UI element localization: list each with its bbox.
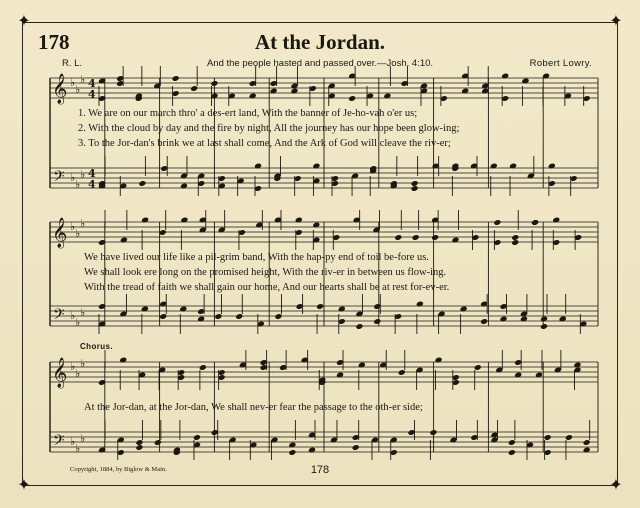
bass-clef-icon: 𝄢: [53, 168, 65, 189]
hymn-title: At the Jordan.: [254, 30, 386, 54]
flat-icon: ♭: [75, 367, 81, 380]
flat-icon: ♭: [80, 357, 86, 370]
flat-icon: ♭: [70, 76, 76, 89]
system-2-treble-note: [412, 234, 420, 241]
system-1-treble-note: [348, 95, 356, 102]
system-3-bass-note: [154, 439, 162, 446]
system-2-treble-note: [511, 234, 519, 241]
system-2-bass-note: [540, 323, 548, 330]
corner-ornament-icon: ✦: [17, 477, 31, 494]
system-2-bass-note: [214, 313, 222, 320]
system-2-bass-note: [235, 313, 243, 320]
system-2-treble-note: [394, 234, 402, 241]
chorus-label: Chorus.: [80, 342, 114, 351]
treble-clef-icon: 𝄞: [52, 218, 68, 248]
system-3-bass-note: [508, 439, 516, 446]
author-initials: R. L.: [62, 58, 83, 69]
system-1-bass-note: [138, 180, 146, 187]
system-2-treble-note: [431, 234, 439, 241]
system-2-bass-note: [274, 313, 282, 320]
flat-icon: ♭: [75, 316, 81, 329]
system-3-treble-note: [474, 364, 482, 371]
scripture-reference: And the people hasted and passed over.—Josh. 4:10.: [206, 58, 434, 69]
flat-icon: ♭: [80, 217, 86, 230]
flat-icon: ♭: [70, 360, 76, 373]
system-3-bass-note: [288, 449, 296, 456]
system-1-bass-note: [411, 180, 419, 187]
system-2-treble-note: [511, 239, 519, 246]
composer-name: Robert Lowry.: [529, 58, 592, 69]
flat-icon: ♭: [80, 306, 86, 319]
verse-1-line-2: We have lived our life like a pil-grim band, With the hap-py end of toil be-fore us.: [84, 252, 429, 263]
system-2-bass-note: [480, 318, 488, 325]
system-3-bass-note: [135, 444, 143, 451]
page-number: 178: [310, 464, 330, 476]
treble-clef-icon: 𝄞: [52, 74, 68, 104]
system-3-bass-note: [352, 444, 360, 451]
flat-icon: ♭: [75, 178, 81, 191]
bass-clef-icon: 𝄢: [53, 306, 65, 327]
system-2-bass-note: [159, 313, 167, 320]
corner-ornament-icon: ✦: [609, 13, 623, 30]
system-3-bass-note: [565, 434, 573, 441]
system-1-treble-note: [210, 80, 218, 87]
system-3-bass-note: [544, 434, 552, 441]
system-1-treble-note: [190, 85, 198, 92]
verse-3-line-1: 3. To the Jor-dan's brink we at last shall come, And the Ark of God will cleave the riv-er;: [78, 138, 451, 149]
copyright-notice: Copyright, 1884, by Biglow & Main.: [70, 466, 167, 473]
flat-icon: ♭: [70, 220, 76, 233]
system-3-bass-note: [193, 434, 201, 441]
time-signature: 4: [88, 178, 96, 191]
flat-icon: ♭: [75, 83, 81, 96]
flat-icon: ♭: [70, 309, 76, 322]
system-3-bass-note: [508, 449, 516, 456]
flat-icon: ♭: [75, 442, 81, 455]
verse-2-line-2: We shall look ere long on the promised height, With the riv-er in between us flow-ing.: [84, 267, 447, 278]
verse-1-line-1: 1. We are on our march thro' a des-ert land, With the banner of Je-ho-vah o'er us;: [78, 108, 418, 119]
system-3-bass-note: [135, 439, 143, 446]
system-2-bass-note: [316, 303, 324, 310]
treble-clef-icon: 𝄞: [52, 358, 68, 388]
time-signature: 4: [88, 77, 96, 90]
bass-clef-icon: 𝄢: [53, 432, 65, 453]
system-2-treble-note: [531, 219, 539, 226]
flat-icon: ♭: [80, 73, 86, 86]
system-2-bass-note: [355, 323, 363, 330]
corner-ornament-icon: ✦: [17, 13, 31, 30]
verse-3-line-2: With the tread of faith we shall gain our home, And our hearts shall be at rest for-ev-er.: [84, 282, 450, 293]
time-signature: 4: [88, 167, 96, 180]
system-3-treble-note: [398, 369, 406, 376]
system-1-bass-note: [411, 185, 419, 192]
time-signature: 4: [88, 88, 96, 101]
flat-icon: ♭: [80, 432, 86, 445]
verse-2-line-1: 2. With the cloud by day and the fire by night, All the journey has our hope been glow-ing;: [78, 123, 460, 134]
hymn-number: 178: [38, 30, 70, 54]
flat-icon: ♭: [70, 435, 76, 448]
flat-icon: ♭: [80, 168, 86, 181]
system-3-bass-note: [429, 429, 437, 436]
system-2-treble-note: [493, 219, 501, 226]
system-3-treble-note: [199, 364, 207, 371]
corner-ornament-icon: ✦: [609, 477, 623, 494]
system-3-bass-note: [583, 439, 591, 446]
flat-icon: ♭: [70, 171, 76, 184]
flat-icon: ♭: [75, 227, 81, 240]
system-2-bass-note: [373, 318, 381, 325]
system-1-treble-note: [172, 75, 180, 82]
chorus-line: At the Jor-dan, at the Jor-dan, We shall nev-er fear the passage to the oth-er side;: [84, 402, 423, 413]
